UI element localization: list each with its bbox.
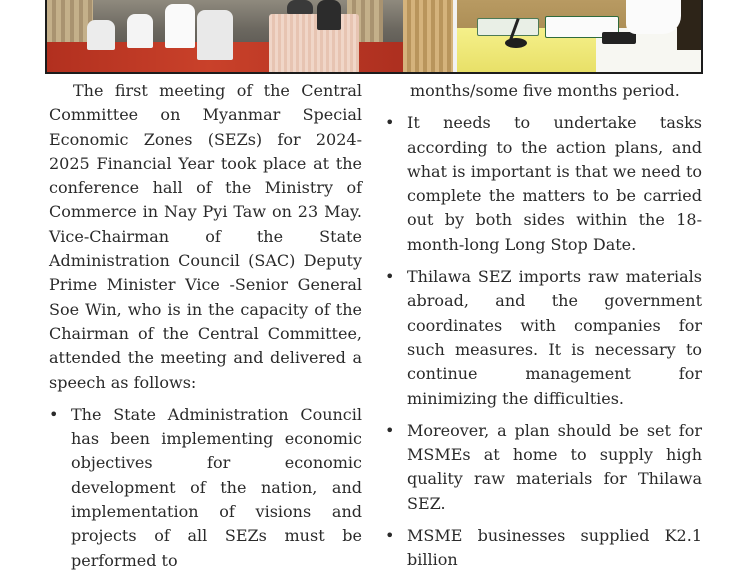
meeting-room-photo bbox=[47, 0, 453, 72]
bullet-text: The State Administration Council has been implementing economic objectives for economic development of the nation, and implementation of visions and projects of all SEZs must be performed to bbox=[71, 404, 362, 570]
draped-table bbox=[269, 14, 359, 72]
list-item bbox=[385, 419, 702, 516]
bullet-icon: • bbox=[49, 404, 59, 424]
bullet-text: Moreover, a plan should be set for MSMEs at home to supply high quality raw materials for Thilawa SEZ. bbox=[407, 420, 702, 513]
bullet-list bbox=[49, 403, 362, 573]
list-item bbox=[385, 111, 702, 257]
microphone-base bbox=[505, 38, 527, 48]
list-item bbox=[49, 403, 362, 573]
bullet-icon: • bbox=[385, 267, 395, 287]
continued-text: months/some five months period. bbox=[410, 81, 680, 100]
bullet-text: It needs to undertake tasks according to the action plans, and what is important is that we need to complete the matters to be carried out by both sides within the 18-month-long Long Stop Date. bbox=[407, 113, 702, 254]
document-folder bbox=[602, 32, 636, 44]
bullet-icon: • bbox=[385, 420, 395, 440]
bullet-text: MSME businesses supplied K2.1 billion bbox=[407, 526, 702, 570]
bullet-icon: • bbox=[385, 526, 395, 546]
bullet-list bbox=[385, 111, 702, 572]
attendee-figure bbox=[287, 0, 313, 14]
gold-curtain bbox=[403, 0, 453, 72]
article-right-column bbox=[385, 79, 702, 573]
attendee-figure bbox=[317, 0, 341, 30]
attendee-figure bbox=[165, 4, 195, 48]
article-left-column bbox=[49, 79, 362, 573]
attendee-figure bbox=[197, 10, 233, 60]
document-folder bbox=[477, 18, 539, 36]
bullet-text: Thilawa SEZ imports raw materials abroad, and the government coordinates with companies for such measures. It is necessary to continue management for minimizing the difficulties. bbox=[407, 267, 702, 408]
list-item bbox=[385, 524, 702, 573]
attendee-figure bbox=[87, 20, 115, 50]
article-intro: The first meeting of the Central Committee on Myanmar Special Economic Zones (SEZs) for 2024-2025 Financial Year took place at the conference hall of the Ministry of Commerce in Nay Pyi Taw on 23 May. Vice-Chairman of the State Administration Council (SAC) Deputy Prime Minister Vice -Senior General Soe Win, who is in the capacity of the Chairman of the Central Committee, attended the meeting and delivered a speech as follows: bbox=[49, 81, 362, 392]
attendee-figure bbox=[127, 14, 153, 48]
desk-with-microphone-photo bbox=[457, 0, 701, 72]
list-item bbox=[385, 265, 702, 411]
bullet-icon: • bbox=[385, 113, 395, 133]
news-photo-strip bbox=[45, 0, 703, 74]
official-arm bbox=[626, 0, 681, 34]
